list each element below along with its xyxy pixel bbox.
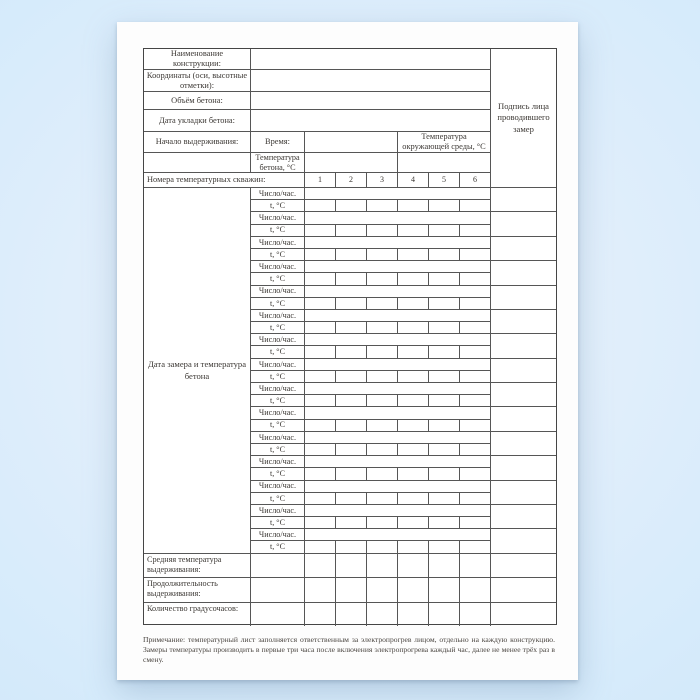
temp-value-cell (336, 273, 367, 285)
temp-value-cell (398, 225, 429, 237)
summary-value-cell (460, 554, 491, 578)
well-number-cell: 1 (305, 173, 336, 188)
temp-value-cell (367, 298, 398, 310)
temp-row-label: t, °С (251, 225, 305, 237)
curing-start-empty-cell (144, 153, 251, 173)
signature-cell (491, 554, 556, 578)
date-hour-label: Число/час. (251, 383, 305, 395)
temp-value-cell (429, 249, 460, 261)
signature-cell (491, 334, 556, 358)
date-hour-value-cell (305, 359, 491, 371)
temp-value-cell (398, 444, 429, 456)
date-hour-value-cell (305, 407, 491, 419)
date-hour-label: Число/час. (251, 432, 305, 444)
summary-value-cell (251, 554, 305, 578)
summary-value-cell (429, 554, 460, 578)
temp-row-label: t, °С (251, 395, 305, 407)
temp-value-cell (398, 200, 429, 212)
signature-cell (491, 578, 556, 603)
date-hour-value-cell (305, 286, 491, 298)
temp-value-cell (336, 468, 367, 480)
date-hour-label: Число/час. (251, 188, 305, 200)
temp-value-cell (305, 517, 336, 529)
summary-value-cell (398, 578, 429, 603)
ambient-temp-header: Температура окружающей среды, °С (398, 132, 491, 153)
temp-value-cell (305, 273, 336, 285)
temp-value-cell (429, 371, 460, 383)
temp-value-cell (367, 395, 398, 407)
temp-row-label: t, °С (251, 371, 305, 383)
date-hour-value-cell (305, 237, 491, 249)
date-hour-value-cell (305, 188, 491, 200)
signature-cell (491, 603, 556, 626)
temp-value-cell (429, 420, 460, 432)
well-number-cell: 4 (398, 173, 429, 188)
summary-value-cell (460, 603, 491, 626)
temp-value-cell (398, 346, 429, 358)
temp-value-cell (336, 346, 367, 358)
temp-row-label: t, °С (251, 298, 305, 310)
temp-value-cell (367, 249, 398, 261)
temp-value-cell (460, 200, 491, 212)
signature-cell (491, 188, 556, 212)
summary-label: Средняя температура выдерживания: (144, 554, 251, 578)
temp-row-label: t, °С (251, 346, 305, 358)
temp-value-cell (460, 541, 491, 553)
well-number-cell: 2 (336, 173, 367, 188)
date-hour-label: Число/час. (251, 407, 305, 419)
temp-value-cell (305, 420, 336, 432)
summary-value-cell (305, 578, 336, 603)
time-label: Время: (251, 132, 305, 153)
temp-value-cell (429, 493, 460, 505)
signature-header: Подпись лица проводившего замер (491, 49, 556, 188)
temp-row-label: t, °С (251, 420, 305, 432)
date-hour-value-cell (305, 261, 491, 273)
temp-value-cell (367, 371, 398, 383)
paper-sheet (117, 22, 578, 680)
time-value-cell (305, 132, 398, 153)
temp-value-cell (460, 420, 491, 432)
temp-value-cell (429, 298, 460, 310)
signature-cell (491, 237, 556, 261)
temp-value-cell (305, 298, 336, 310)
temp-value-cell (367, 225, 398, 237)
construction-name-label: Наименование конструкции: (144, 49, 251, 70)
date-hour-label: Число/час. (251, 261, 305, 273)
temp-value-cell (336, 371, 367, 383)
date-hour-label: Число/час. (251, 212, 305, 224)
temp-value-cell (398, 298, 429, 310)
summary-value-cell (398, 603, 429, 626)
temp-value-cell (429, 322, 460, 334)
summary-value-cell (429, 578, 460, 603)
summary-value-cell (398, 554, 429, 578)
date-hour-label: Число/час. (251, 310, 305, 322)
signature-cell (491, 212, 556, 236)
temp-value-cell (305, 541, 336, 553)
summary-value-cell (367, 554, 398, 578)
temp-value-cell (305, 225, 336, 237)
date-hour-value-cell (305, 432, 491, 444)
signature-cell (491, 456, 556, 480)
temp-value-cell (398, 517, 429, 529)
concrete-temp-value-cell (305, 153, 398, 173)
concrete-volume-value-cell (251, 92, 491, 110)
temp-value-cell (429, 346, 460, 358)
temp-value-cell (460, 371, 491, 383)
summary-value-cell (251, 603, 305, 626)
temp-value-cell (429, 541, 460, 553)
signature-cell (491, 481, 556, 505)
temp-value-cell (398, 541, 429, 553)
note-text: Примечание: температурный лист заполняется ответственным за электропрогрев лицом, отдельно на каждую конструкцию. Замеры температуры производить в первые три часа после включения электропрогрева каждый час, далее не менее трёх раз в смену. (143, 635, 555, 665)
temp-value-cell (367, 346, 398, 358)
date-hour-label: Число/час. (251, 359, 305, 371)
placement-date-value-cell (251, 110, 491, 132)
temp-value-cell (336, 517, 367, 529)
temp-value-cell (398, 249, 429, 261)
signature-cell (491, 383, 556, 407)
temp-value-cell (367, 493, 398, 505)
temp-row-label: t, °С (251, 273, 305, 285)
temp-value-cell (367, 444, 398, 456)
temp-value-cell (429, 225, 460, 237)
temp-value-cell (398, 395, 429, 407)
temp-value-cell (429, 395, 460, 407)
temp-row-label: t, °С (251, 249, 305, 261)
temp-value-cell (336, 541, 367, 553)
temp-value-cell (460, 395, 491, 407)
date-hour-value-cell (305, 334, 491, 346)
date-hour-label: Число/час. (251, 237, 305, 249)
date-hour-label: Число/час. (251, 286, 305, 298)
temp-value-cell (305, 371, 336, 383)
ambient-temp-value-cell (398, 153, 491, 173)
summary-value-cell (305, 603, 336, 626)
temp-value-cell (336, 249, 367, 261)
temp-value-cell (336, 395, 367, 407)
temp-value-cell (336, 200, 367, 212)
temp-value-cell (305, 200, 336, 212)
temp-value-cell (460, 346, 491, 358)
temp-row-label: t, °С (251, 444, 305, 456)
temp-value-cell (305, 444, 336, 456)
temp-value-cell (429, 517, 460, 529)
signature-cell (491, 359, 556, 383)
well-number-cell: 5 (429, 173, 460, 188)
signature-cell (491, 529, 556, 553)
temp-value-cell (336, 298, 367, 310)
concrete-temp-label: Температура бетона, °С (251, 153, 305, 173)
measurement-date-temp-label: Дата замера и температура бетона (144, 188, 251, 554)
temp-value-cell (460, 493, 491, 505)
temp-value-cell (398, 322, 429, 334)
well-number-cell: 3 (367, 173, 398, 188)
temp-value-cell (460, 322, 491, 334)
summary-value-cell (336, 554, 367, 578)
temp-value-cell (460, 273, 491, 285)
signature-cell (491, 310, 556, 334)
curing-start-label: Начало выдерживания: (144, 132, 251, 153)
temp-row-label: t, °С (251, 541, 305, 553)
temp-value-cell (429, 200, 460, 212)
temp-row-label: t, °С (251, 468, 305, 480)
temp-value-cell (460, 444, 491, 456)
wells-header: Номера температурных скважин: (144, 173, 305, 188)
temp-value-cell (367, 200, 398, 212)
temp-value-cell (336, 322, 367, 334)
temp-row-label: t, °С (251, 322, 305, 334)
summary-value-cell (336, 578, 367, 603)
well-number-cell: 6 (460, 173, 491, 188)
temp-row-label: t, °С (251, 517, 305, 529)
temp-value-cell (305, 493, 336, 505)
date-hour-value-cell (305, 529, 491, 541)
coordinates-label: Координаты (оси, высотные отметки): (144, 70, 251, 92)
temp-value-cell (367, 468, 398, 480)
date-hour-value-cell (305, 456, 491, 468)
date-hour-value-cell (305, 212, 491, 224)
temp-value-cell (460, 298, 491, 310)
summary-value-cell (367, 578, 398, 603)
summary-value-cell (305, 554, 336, 578)
temp-row-label: t, °С (251, 493, 305, 505)
date-hour-value-cell (305, 481, 491, 493)
temp-value-cell (460, 249, 491, 261)
temp-value-cell (398, 468, 429, 480)
temp-value-cell (398, 371, 429, 383)
date-hour-label: Число/час. (251, 334, 305, 346)
summary-value-cell (460, 578, 491, 603)
temp-value-cell (305, 322, 336, 334)
date-hour-value-cell (305, 505, 491, 517)
signature-cell (491, 432, 556, 456)
temp-value-cell (460, 517, 491, 529)
concrete-volume-label: Объём бетона: (144, 92, 251, 110)
temp-value-cell (305, 249, 336, 261)
temp-value-cell (398, 493, 429, 505)
date-hour-label: Число/час. (251, 456, 305, 468)
date-hour-value-cell (305, 383, 491, 395)
coordinates-value-cell (251, 70, 491, 92)
summary-label: Продолжительность выдерживания: (144, 578, 251, 603)
temp-value-cell (305, 468, 336, 480)
signature-cell (491, 407, 556, 431)
summary-label: Количество градусочасов: (144, 603, 251, 626)
temp-value-cell (367, 517, 398, 529)
date-hour-label: Число/час. (251, 505, 305, 517)
summary-value-cell (429, 603, 460, 626)
temp-value-cell (305, 346, 336, 358)
temp-value-cell (336, 225, 367, 237)
temp-value-cell (336, 420, 367, 432)
temp-row-label: t, °С (251, 200, 305, 212)
temp-value-cell (367, 420, 398, 432)
signature-cell (491, 261, 556, 285)
temp-value-cell (398, 273, 429, 285)
temp-value-cell (367, 322, 398, 334)
temp-value-cell (398, 420, 429, 432)
temp-value-cell (429, 468, 460, 480)
date-hour-value-cell (305, 310, 491, 322)
temp-value-cell (305, 395, 336, 407)
date-hour-label: Число/час. (251, 529, 305, 541)
construction-name-value-cell (251, 49, 491, 70)
temp-value-cell (460, 468, 491, 480)
summary-value-cell (367, 603, 398, 626)
form-table (143, 48, 557, 625)
temp-value-cell (367, 273, 398, 285)
temp-value-cell (336, 444, 367, 456)
temp-value-cell (367, 541, 398, 553)
temp-value-cell (429, 273, 460, 285)
signature-cell (491, 286, 556, 310)
temp-value-cell (460, 225, 491, 237)
signature-cell (491, 505, 556, 529)
placement-date-label: Дата укладки бетона: (144, 110, 251, 132)
summary-value-cell (336, 603, 367, 626)
summary-value-cell (251, 578, 305, 603)
temp-value-cell (336, 493, 367, 505)
temp-value-cell (429, 444, 460, 456)
date-hour-label: Число/час. (251, 481, 305, 493)
